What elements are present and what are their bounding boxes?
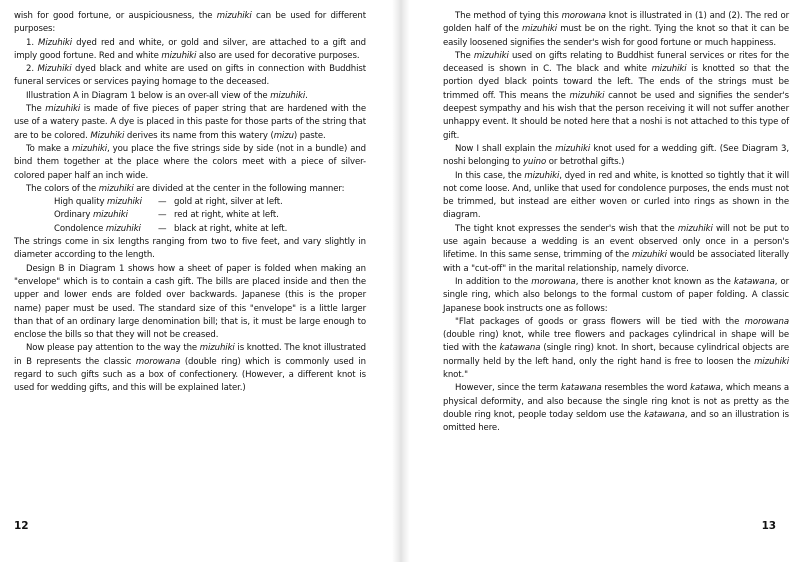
paragraph: wish for good fortune, or auspiciousness, the mizuhiki can be used for different purposes: [14,11,366,35]
right-page [401,0,800,562]
paragraph: The method of tying this morowana knot is illustrated in (1) and (2). The red or golden half of the mizuhiki must be on the right. Tying the knot so that it can be easily loosened signifies the sender's wish for good fortune or much happiness. [443,11,789,48]
paragraph: However, since the term katawana resembles the word katawa, which means a physical deformity, and also because the single ring knot is not as pretty as the double ring knot, people today seldom use the katawana, and so an illustration is omitted here. [443,383,789,434]
table-rule: gold at right, silver at left. [174,197,283,208]
paragraph: The colors of the mizuhiki are divided at the center in the following manner: [26,183,345,194]
paragraph: In addition to the morowana, there is another knot known as the katawana, or single ring, which also belongs to the formal custom of paper folding. A classic Japanese book instructs one as follows: [443,276,789,314]
paragraph: The mizuhiki used on gifts relating to Buddhist funeral services or rites for the deceased is shown in C. The black and white mizuhiki is knotted so that the portion dyed black points toward the left. The ends of the strings must be trimmed off. This means the mizuhiki cannot be used and signifies the sender's deepest sympathy and his wish that the person receiving it will not suffer another unhappy event. It should be noted here that a noshi is not attached to this type of gift. [443,50,790,141]
page-number: 12 [14,520,29,532]
table-dash: — [158,210,167,221]
table-dash: — [158,223,167,234]
table-kind: High quality mizuhiki [54,197,142,208]
quotation: "Flat packages of goods or grass flowers will be tied with the morowana (double ring) knot, while tree flowers and packages cylindrical in shape will be tied with the katawana (single ring) knot. In short, because cylindrical objects are normally held by the left hand, only the right hand is free to loosen the mizuhiki knot." [443,316,789,381]
list-item: 2. Mizuhiki dyed black and white are used on gifts in connection with Buddhist funeral services or services paying homage to the deceased. [14,64,366,88]
paragraph: Now I shall explain the mizuhiki knot used for a wedding gift. (See Diagram 3, noshi belonging to yuino or betrothal gifts.) [443,143,789,168]
paragraph: Now please pay attention to the way the mizuhiki is knotted. The knot illustrated in B represents the classic morowana (double ring) which is commonly used in regard to such gifts such as a box of confectionery. (However, a different knot is used for wedding gifts, and this will be explained later.) [14,343,366,394]
table-row [14,209,366,222]
left-page-text [14,10,366,396]
table-row [14,223,366,236]
paragraph: To make a mizuhiki, you place the five strings side by side (not in a bundle) and bind them together at the place where the colors meet with a piece of silver-colored paper half an inch wide. [14,143,367,181]
color-table [14,196,366,236]
paragraph: The strings come in six lengths ranging from two to five feet, and vary slightly in diameter according to the length. [14,237,366,261]
table-rule: red at right, white at left. [174,210,279,221]
right-page-text [443,10,789,436]
table-kind: Condolence mizuhiki [54,223,141,234]
paragraph: The mizuhiki is made of five pieces of paper string that are hardened with the use of a watery paste. A dye is placed in this paste for those parts of the string that are to be colored. Mizuhiki derives its name from this watery (mizu) paste. [14,104,366,141]
paragraph: Design B in Diagram 1 shows how a sheet of paper is folded when making an "envelope" which is to contain a cash gift. The bills are placed inside and then the upper and lower ends are folded over backwards. Japanese (this is the proper name) paper must be used. The standard size of this "envelope" is a little larger than that of an ordinary large denomination bill; that is, it must be large enough to enclose the bills so that they will not be creased. [14,263,366,341]
page-number: 13 [761,520,776,532]
table-rule: black at right, white at left. [174,223,288,234]
paragraph: The tight knot expresses the sender's wish that the mizuhiki will not be put to use again because a wedding is an event observed only once in a person's lifetime. In this same sense, trimming of the mizuhiki would be associated literally with a "cut-off" in the marital relationship, namely divorce. [443,223,789,274]
table-dash: — [158,197,167,208]
paragraph: In this case, the mizuhiki, dyed in red and white, is knotted so tightly that it will not come loose. And, unlike that used for condolence purposes, the ends must not be trimmed, but instead are either woven or curled into rings as shown in the diagram. [443,170,789,221]
table-row [14,196,366,209]
paragraph: Illustration A in Diagram 1 below is an over-all view of the mizuhiki. [26,90,308,101]
table-kind: Ordinary mizuhiki [54,210,128,221]
list-item: 1. Mizuhiki dyed red and white, or gold and silver, are attached to a gift and imply good fortune. Red and white mizuhiki also are used for decorative purposes. [14,37,366,61]
